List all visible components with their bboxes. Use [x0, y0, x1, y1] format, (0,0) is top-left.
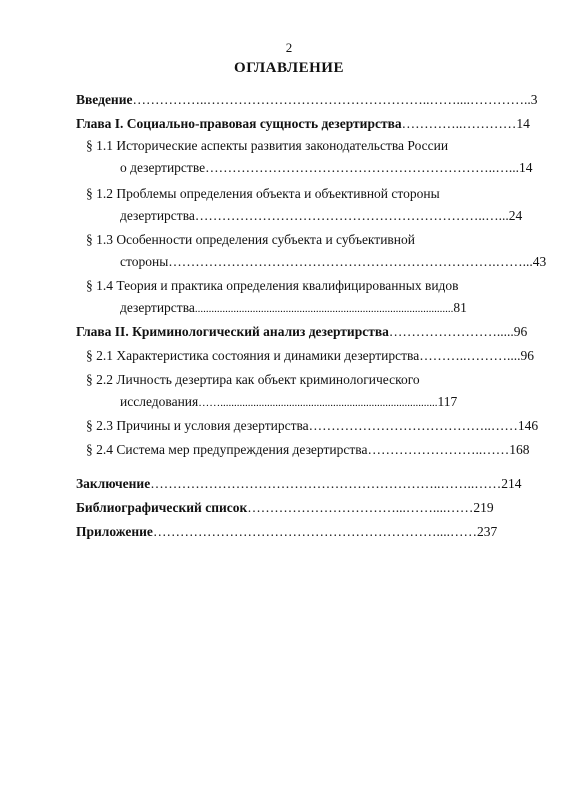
toc-entry-section-1-1-cont: [120, 160, 532, 176]
toc-dots: ………………………………………………………..…...: [205, 160, 519, 175]
toc-entry-label: исследования: [120, 394, 199, 409]
toc-page-number: 237: [476, 524, 498, 539]
toc-entry-intro: [76, 92, 537, 108]
toc-entry-label: Заключение: [76, 476, 151, 491]
toc-page-number: 96: [520, 348, 534, 363]
toc-entry-bibliography: [76, 500, 494, 516]
toc-entry-section-1-4-cont: [120, 300, 467, 317]
toc-entry-label: стороны: [120, 254, 169, 269]
toc-dots: ……………………..……: [367, 442, 510, 457]
toc-page-number: 146: [517, 418, 539, 433]
toc-dots: ……………..…………………………………………..……....…………..: [132, 92, 531, 107]
toc-entry-section-1-3: [86, 232, 415, 248]
toc-dots: ……………………………………………………………….……...: [168, 254, 533, 269]
toc-page-number: 3: [530, 92, 538, 107]
toc-page-number: 14: [516, 116, 530, 131]
toc-entry-label: § 2.2 Личность дезертира как объект криминологического: [86, 372, 420, 387]
toc-dots: ……………………………...……....……: [247, 500, 474, 515]
toc-page-number: 117: [437, 394, 458, 409]
toc-dots: ..............................................................................................: [194, 303, 454, 315]
toc-entry-section-1-3-cont: [120, 254, 546, 270]
toc-dots: ………………………………………………………..……..……: [150, 476, 502, 491]
toc-entry-section-2-1: [86, 348, 534, 364]
toc-entry-label: о дезертирстве: [120, 160, 206, 175]
toc-page-number: 219: [473, 500, 494, 515]
toc-entry-label: § 2.4 Система мер предупреждения дезертирства: [86, 442, 368, 457]
toc-entry-chapter-2: [76, 324, 527, 340]
toc-dots: …………………….....: [388, 324, 514, 339]
toc-entry-chapter-1: [76, 116, 530, 132]
toc-entry-label: § 1.2 Проблемы определения объекта и объективной стороны: [86, 186, 440, 201]
toc-entry-label: § 2.3 Причины и условия дезертирства: [86, 418, 309, 433]
toc-entry-section-2-3: [86, 418, 538, 434]
toc-entry-label: Глава II. Криминологический анализ дезертирства: [76, 324, 389, 339]
toc-dots: ………………………………………………………....……: [152, 524, 477, 539]
toc-entry-label: Глава I. Социально-правовая сущность дезертирства: [76, 116, 402, 131]
toc-dots: ……...............................................................................: [198, 397, 438, 409]
toc-dots: …………………………………..……: [308, 418, 518, 433]
toc-entry-section-1-1: [86, 138, 448, 154]
toc-entry-section-2-2: [86, 372, 420, 388]
toc-entry-label: Приложение: [76, 524, 153, 539]
toc-title: ОГЛАВЛЕНИЕ: [234, 60, 344, 76]
toc-dots: ………………………………………………………..…...: [194, 208, 509, 223]
toc-page-number: 96: [513, 324, 528, 339]
toc-entry-conclusion: [76, 476, 521, 492]
toc-entry-section-2-4: [86, 442, 529, 458]
toc-page-number: 168: [509, 442, 530, 457]
toc-page-number: 14: [518, 160, 533, 175]
toc-entry-appendix: [76, 524, 497, 540]
toc-page-number: 24: [508, 208, 523, 223]
toc-page-number: 214: [501, 476, 522, 491]
toc-dots: ………..………....: [419, 348, 521, 363]
toc-entry-label: Введение: [76, 92, 133, 107]
toc-entry-label: § 1.3 Особенности определения субъекта и субъективной: [86, 232, 416, 247]
toc-entry-label: § 2.1 Характеристика состояния и динамики дезертирства: [86, 348, 420, 363]
toc-dots: …………..…………: [401, 116, 517, 131]
page-number: 2: [285, 40, 293, 55]
toc-page-number: 43: [532, 254, 547, 269]
toc-entry-label: дезертирства: [120, 208, 195, 223]
toc-entry-label: § 1.1 Исторические аспекты развития законодательства России: [86, 138, 449, 153]
toc-entry-label: § 1.4 Теория и практика определения квалифицированных видов: [86, 278, 459, 293]
toc-entry-section-1-2-cont: [120, 208, 522, 224]
toc-entry-section-2-2-cont: [120, 394, 457, 411]
toc-entry-section-1-2: [86, 186, 440, 202]
toc-entry-label: дезертирства: [120, 300, 195, 315]
toc-entry-section-1-4: [86, 278, 459, 294]
toc-page-number: 81: [453, 300, 467, 315]
toc-entry-label: Библиографический список: [76, 500, 248, 515]
